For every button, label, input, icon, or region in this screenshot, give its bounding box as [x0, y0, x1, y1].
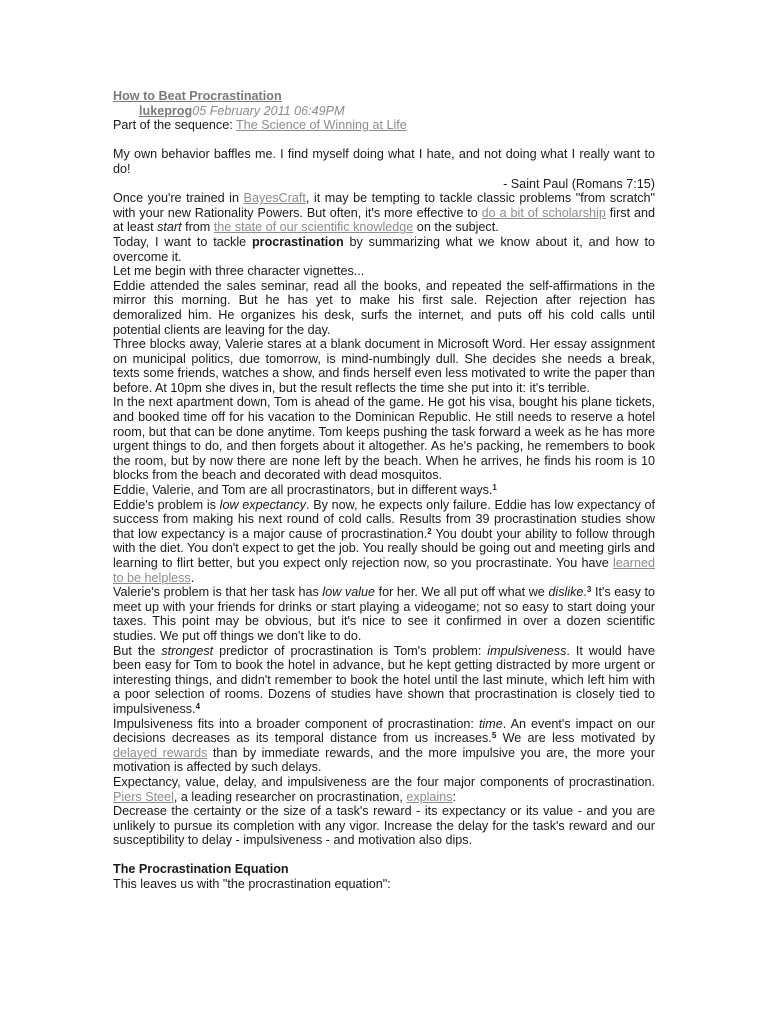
footnote-ref[interactable]: 1: [492, 483, 497, 493]
paragraph-intro: [113, 235, 655, 264]
paragraph-steel-quote: Decrease the certainty or the size of a task's reward - its expectancy or its value - and you are unlikely to pursue its completion with any vigor. Increase the delay for the task's reward and our susceptibility to delay - impulsiveness - and motivation also dips.: [113, 804, 655, 848]
text-fragment: Today, I want to tackle: [113, 234, 252, 249]
paragraph-bayescraft: [113, 191, 655, 235]
bold-procrastination: procrastination: [251, 234, 344, 249]
text-fragment: first and at least: [113, 205, 656, 235]
text-fragment: Eddie, Valerie, and Tom are all procrastinators, but in different ways.: [113, 483, 493, 498]
text-fragment: , a leading researcher on procrastination,: [173, 789, 407, 804]
explains-link[interactable]: explains: [406, 789, 453, 804]
text-fragment: Expectancy, value, delay, and impulsiveness are the four major components of procrastination.: [113, 774, 655, 789]
text-fragment: . It would have been easy for Tom to book the hotel in advance, but he kept getting distracted by more urgent or interesting things, and didn't remember to book the hotel until the last minute, which left him with a poor selection of rooms. Dozens of studies have shown that procrastination is closely tied to impulsiveness.: [113, 643, 655, 716]
emphasis-low-expectancy: low expectancy: [219, 497, 306, 512]
paragraph-valerie: Three blocks away, Valerie stares at a blank document in Microsoft Word. Her essay assignment on municipal politics, due tomorrow, is mind-numbingly dull. She decides she needs a break, texts some friends, watches a show, and finds herself even less motivated to write the paper than before. At 10pm she dives in, but the result reflects the time she put into it: it's terrible.: [113, 337, 655, 395]
paragraph-equation-intro: This leaves us with "the procrastination equation":: [113, 877, 391, 892]
paragraph-all-procrastinators: [113, 483, 655, 498]
delayed-rewards-link[interactable]: delayed rewards: [113, 745, 208, 760]
bayescraft-link[interactable]: BayesCraft: [243, 191, 306, 206]
sequence-line: [113, 118, 655, 133]
emphasis-impulsiveness: impulsiveness: [487, 643, 567, 658]
text-fragment: . By now, he expects only failure. Eddie has low expectancy of success from making his next round of cold calls. Results from 39 procrastination studies show that low expectancy is a major cause of procrastination.: [113, 497, 655, 541]
learned-helpless-link[interactable]: learned to be helpless: [113, 556, 655, 585]
byline: [113, 104, 655, 119]
text-fragment: from: [181, 220, 214, 235]
text-fragment: .: [583, 585, 587, 600]
sequence-link[interactable]: The Science of Winning at Life: [236, 118, 407, 133]
footnote-ref[interactable]: 3: [586, 585, 592, 595]
paragraph-tom: In the next apartment down, Tom is ahead of the game. He got his visa, bought his plane tickets, and booked time off for his vacation to the Dominican Republic. He still needs to reserve a hotel room, but that can be done anytime. Tom keeps pushing the task forward a week as he has more urgent things to do, and then forgets about it altogether. As he's packing, he remembers to book the room, but by now there are none left by the beach. When he arrives, he finds his room is 10 blocks from the beach and decorated with dead mosquitos.: [113, 395, 655, 483]
paragraph-low-value: [113, 585, 655, 643]
paragraph-low-expectancy: [113, 498, 655, 586]
piers-steel-link[interactable]: Piers Steel: [113, 789, 174, 804]
text-fragment: Eddie's problem is: [113, 497, 220, 512]
text-fragment: Once you're trained in: [113, 191, 244, 206]
text-fragment: But the: [113, 643, 162, 658]
author-link[interactable]: lukeprog: [139, 103, 193, 118]
footnote-ref[interactable]: 2: [427, 526, 432, 536]
text-fragment: , it may be tempting to tackle classic problems "from scratch" with your new Rationality Powers. But often, it's more effective to: [113, 191, 655, 220]
spacer: [113, 133, 655, 148]
scientific-knowledge-link[interactable]: the state of our scientific knowledge: [213, 220, 414, 235]
emphasis-strongest: strongest: [161, 643, 214, 658]
emphasis-time: time: [478, 716, 503, 731]
article-title-row: [113, 89, 655, 104]
section-heading: The Procrastination Equation: [113, 862, 289, 877]
paragraph-time: [113, 717, 655, 775]
text-fragment: . An event's impact on our decisions decreases as its temporal distance from us increases.: [113, 716, 656, 746]
text-fragment: predictor of procrastination is Tom's problem:: [213, 643, 488, 658]
epigraph-attribution: - Saint Paul (Romans 7:15): [503, 176, 655, 191]
text-fragment: You doubt your ability to follow through with the diet. You don't expect to get the job. You really should be going out and meeting girls and learning to flirt better, but you expect only rejection now, so you procrastinate. You have: [113, 526, 655, 570]
paragraph-four-components: [113, 775, 655, 804]
text-fragment: Valerie's problem is that her task has: [113, 585, 323, 600]
sequence-prefix: Part of the sequence:: [113, 118, 236, 133]
text-fragment: :: [452, 789, 457, 804]
footnote-ref[interactable]: 4: [195, 701, 201, 711]
text-fragment: Impulsiveness fits into a broader component of procrastination:: [113, 716, 479, 731]
text-fragment: It's easy to meet up with your friends for drinks or start playing a videogame; not so easy to start doing your taxes. This point may be obvious, but it's nice to see it confirmed in over a dozen scientific studies. We put off things we don't like to do.: [113, 585, 655, 643]
scholarship-link[interactable]: do a bit of scholarship: [481, 205, 606, 220]
text-fragment: by summarizing what we know about it, and how to overcome it.: [113, 234, 655, 264]
footnote-ref[interactable]: 5: [491, 731, 497, 741]
text-fragment: .: [190, 570, 195, 585]
text-fragment: on the subject.: [413, 220, 499, 235]
paragraph-vignettes-intro: Let me begin with three character vignettes...: [113, 264, 365, 279]
emphasis-dislike: dislike: [548, 585, 584, 600]
text-fragment: for her. We all put off what we: [375, 585, 549, 600]
text-fragment: than by immediate rewards, and the more impulsive you are, the more your motivation is affected by such delays.: [113, 745, 655, 775]
paragraph-impulsiveness: [113, 644, 655, 717]
emphasis-low-value: low value: [322, 585, 376, 600]
post-date: 05 February 2011 06:49PM: [192, 103, 345, 118]
emphasis-start: start: [157, 220, 182, 235]
paragraph-eddie: Eddie attended the sales seminar, read all the books, and repeated the self-affirmations in the mirror this morning. But he has yet to make his first sale. Rejection after rejection has demoralized him. He organizes his desk, surfs the internet, and puts off his cold calls until potential clients are leaving for the day.: [113, 278, 655, 337]
text-fragment: We are less motivated by: [496, 731, 655, 746]
epigraph-quote: My own behavior baffles me. I find myself doing what I hate, and not doing what I really want to do!: [113, 147, 655, 176]
article-title-link[interactable]: How to Beat Procrastination: [113, 89, 282, 103]
article: [113, 89, 655, 892]
